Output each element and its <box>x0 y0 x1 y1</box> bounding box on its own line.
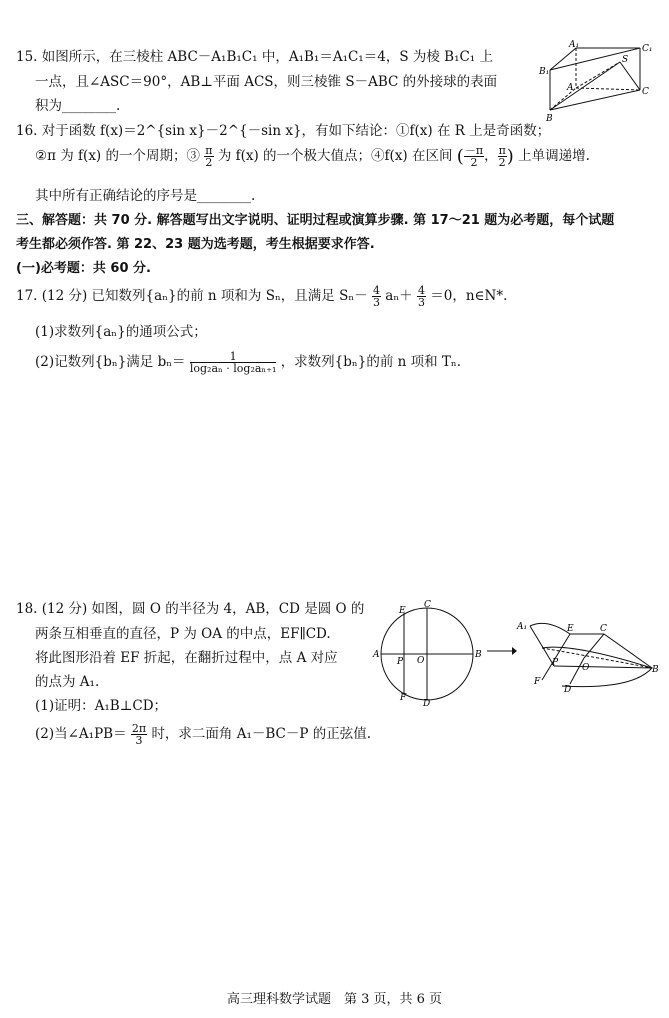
q16-line2: ②π 为 f(x) 的一个周期；③ $\frac{\pi}{2}$ 为 f(x) 的一个极大值点；④f(x) 在区间 ( $\frac{-\pi}{2}$ ， $\frac{\pi}{2}$ ) 上单调递增. <box>35 144 590 169</box>
q16-frac-neg-pi2: $\frac{-\pi}{2}$ <box>464 144 484 169</box>
prism-label-c: C <box>642 87 649 97</box>
q18-frac-2pi3: $\frac{2\pi}{3}$ <box>131 722 147 747</box>
q17-part2 <box>35 350 461 374</box>
circle-label-e: E <box>399 606 406 616</box>
circle-label-p: P <box>397 657 404 667</box>
q17-part2-b: ，求数列{bₙ}的前 n 项和 Tₙ. <box>280 354 462 370</box>
q18-line4: 的点为 A₁. <box>35 674 100 690</box>
fold-label-e: E <box>567 624 574 634</box>
q17-part2-a: (2)记数列{bₙ}满足 bₙ＝ <box>35 354 186 370</box>
section3-line1: 三、解答题：共 70 分. 解答题写出文字说明、证明过程或演算步骤. 第 17～21 题为必考题，每个试题 <box>16 213 615 228</box>
q16-line1: 16. 对于函数 f(x)＝2^{sin x}－2^{－sin x}，有如下结论：①f(x) 在 R 上是奇函数； <box>16 123 551 139</box>
circle-label-b: B <box>475 650 482 660</box>
circle-label-f: F <box>400 693 407 703</box>
q15-line3: 积为________. <box>35 98 121 114</box>
section3-line3: (一)必考题：共 60 分. <box>16 261 151 276</box>
q17-stem-a: 17. (12 分) 已知数列{aₙ}的前 n 项和为 Sₙ，且满足 Sₙ－ <box>16 288 368 304</box>
folded-figure <box>512 618 662 698</box>
fold-label-d: D <box>564 685 572 695</box>
q18-part1: (1)证明：A₁B⊥CD； <box>35 698 168 714</box>
q17-frac-a: $\frac{4}{3}$ <box>372 284 380 309</box>
circle-figure <box>372 596 492 708</box>
section3-line2: 考生都必须作答. 第 22、23 题为选考题，考生根据要求作答. <box>16 237 375 252</box>
q18-part2 <box>35 722 371 746</box>
q16-line2-b: 为 f(x) 的一个极大值点；④f(x) 在区间 <box>217 148 453 164</box>
fold-label-o: O <box>582 663 590 673</box>
q16-frac-pi2: $\frac{\pi}{2}$ <box>205 144 213 169</box>
circle-label-c: C <box>424 600 431 610</box>
fold-label-p: P <box>552 658 559 668</box>
circle-label-a: A <box>373 650 380 660</box>
fold-label-a1: A₁ <box>517 622 528 632</box>
circle-label-d: D <box>423 699 431 708</box>
q17-stem-c: ＝0，n∈N*. <box>430 288 508 304</box>
q18-line3: 将此图形沿着 EF 折起，在翻折过程中，点 A 对应 <box>35 650 338 666</box>
q17-frac-b: $\frac{4}{3}$ <box>417 284 425 309</box>
q15-line1: 15. 如图所示，在三棱柱 ABC－A₁B₁C₁ 中，A₁B₁＝A₁C₁＝4，S 为棱 B₁C₁ 上 <box>16 49 494 65</box>
q16-frac-pi2b: $\frac{\pi}{2}$ <box>498 144 506 169</box>
q18-part2-a: (2)当∠A₁PB＝ <box>35 726 127 742</box>
prism-label-c1: C₁ <box>642 44 653 54</box>
fold-label-c: C <box>600 624 607 634</box>
prism-label-b1: B₁ <box>539 67 550 77</box>
q16-line3: 其中所有正确结论的序号是________. <box>35 188 256 204</box>
q17-stem <box>16 284 507 308</box>
prism-figure <box>536 38 664 124</box>
q18-part2-b: 时，求二面角 A₁－BC－P 的正弦值. <box>151 726 372 742</box>
prism-label-s: S <box>622 55 629 65</box>
q17-stem-b: aₙ＋ <box>385 288 413 304</box>
q16-line2-c: 上单调递增. <box>518 148 590 164</box>
fold-label-b: B <box>652 665 659 675</box>
q16-line2-a: ②π 为 f(x) 的一个周期；③ <box>35 148 200 164</box>
q17-frac-bn: $\frac{1}{\text{log₂aₙ · log₂aₙ₊₁}}$ <box>189 350 277 375</box>
q17-part1: (1)求数列{aₙ}的通项公式； <box>35 324 207 340</box>
q18-line1: 18. (12 分) 如图，圆 O 的半径为 4，AB，CD 是圆 O 的 <box>16 601 365 617</box>
circle-label-o: O <box>417 656 425 666</box>
fold-label-f: F <box>534 677 541 687</box>
q15-line2: 一点，且∠ASC＝90°，AB⊥平面 ACS，则三棱锥 S－ABC 的外接球的表面 <box>35 74 498 90</box>
q18-line2: 两条互相垂直的直径，P 为 OA 的中点，EF∥CD. <box>35 626 331 642</box>
prism-label-a1: A₁ <box>569 40 580 50</box>
prism-label-b: B <box>546 114 553 124</box>
prism-label-a: A <box>567 83 574 93</box>
page-footer: 高三理科数学试题 第 3 页，共 6 页 <box>226 992 443 1007</box>
